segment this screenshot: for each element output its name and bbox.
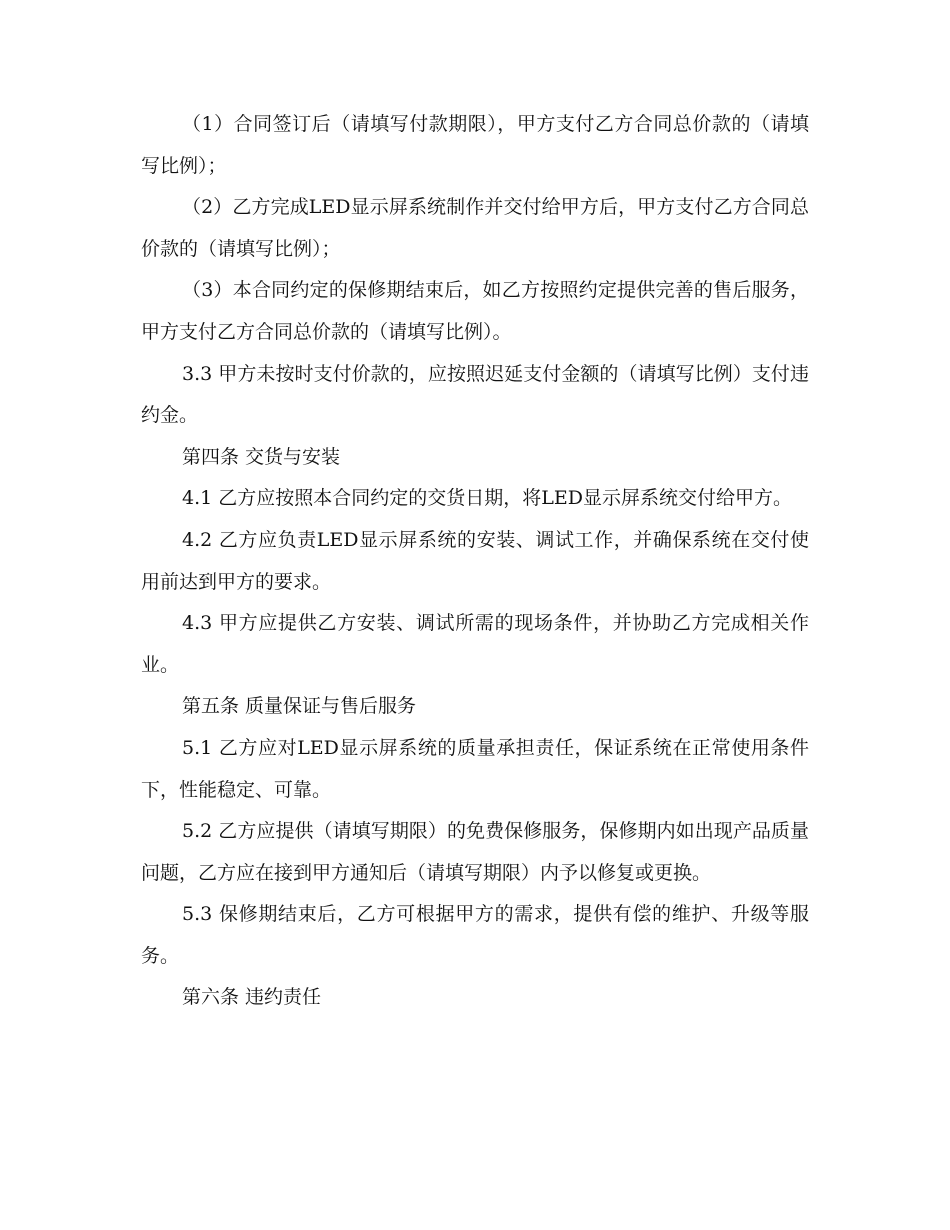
clause-4-3: 4.3 甲方应提供乙方安装、调试所需的现场条件，并协助乙方完成相关作业。 xyxy=(141,612,809,676)
payment-item-3: （3）本合同约定的保修期结束后，如乙方按照约定提供完善的售后服务，甲方支付乙方合同总价款的（请填写比例）。 xyxy=(141,279,809,343)
clause-4-1: 4.1 乙方应按照本合同约定的交货日期，将LED显示屏系统交付给甲方。 xyxy=(182,487,792,510)
document-body xyxy=(141,104,809,1019)
article-4-heading: 第四条 交货与安装 xyxy=(182,445,341,468)
clause-5-3: 5.3 保修期结束后，乙方可根据甲方的需求，提供有偿的维护、升级等服务。 xyxy=(141,903,809,967)
payment-item-1: （1）合同签订后（请填写付款期限），甲方支付乙方合同总价款的（请填写比例）； xyxy=(141,113,809,177)
article-5-heading: 第五条 质量保证与售后服务 xyxy=(182,695,417,718)
article-6-heading: 第六条 违约责任 xyxy=(182,986,322,1009)
clause-3-3: 3.3 甲方未按时支付价款的，应按照迟延支付金额的（请填写比例）支付违约金。 xyxy=(141,362,809,427)
clause-4-2: 4.2 乙方应负责LED显示屏系统的安装、调试工作，并确保系统在交付使用前达到甲方的要求。 xyxy=(141,528,809,593)
clause-5-2: 5.2 乙方应提供（请填写期限）的免费保修服务，保修期内如出现产品质量问题，乙方应在接到甲方通知后（请填写期限）内予以修复或更换。 xyxy=(141,820,809,884)
clause-5-1: 5.1 乙方应对LED显示屏系统的质量承担责任，保证系统在正常使用条件下，性能稳定、可靠。 xyxy=(141,736,809,801)
payment-item-2: （2）乙方完成LED显示屏系统制作并交付给甲方后，甲方支付乙方合同总价款的（请填写比例）； xyxy=(141,196,809,260)
